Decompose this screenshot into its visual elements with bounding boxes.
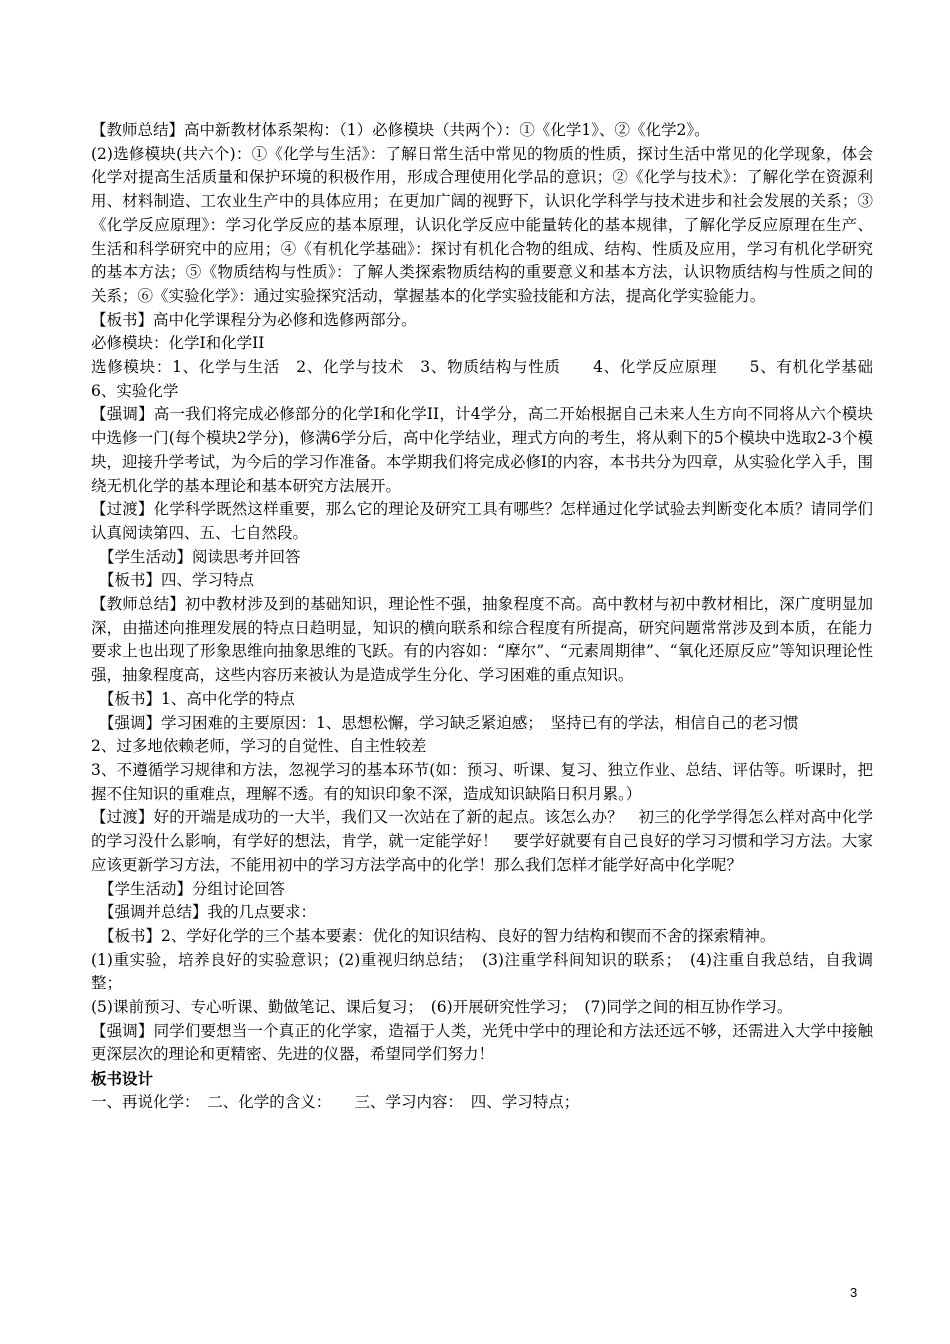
paragraph-transition-reading: 【过渡】化学科学既然这样重要，那么它的理论及研究工具有哪些？怎样通过化学试验去判断变化本质？请同学们认真阅读第四、五、七自然段。 <box>91 500 873 542</box>
paragraph-teacher-summary-features: 【教师总结】初中教材涉及到的基础知识，理论性不强，抽象程度不高。高中教材与初中教材相比，深广度明显加深，由描述向推理发展的特点日趋明显，知识的横向联系和综合程度有所提高，研究问题常常涉及到本质，在能力要求上也出现了形象思维向抽象思维的飞跃。有的内容如：“摩尔”、“元素周期律”、“氧化还原反应”等知识理论性强，抽象程度高，这些内容历来被认为是造成学生分化、学习困难的重点知识。 <box>91 595 873 685</box>
paragraph-emphasis-credits: 【强调】高一我们将完成必修部分的化学I和化学II，计4学分，高二开始根据自己未来人生方向不同将从六个模块中选修一门(每个模块2学分)，修满6学分后，高中化学结业，理式方向的考生，将从剩下的5个模块中选取2-3个模块，迎接升学考试，为今后的学习作准备。本学期我们将完成必修Ⅰ的内容，本书共分为四章，从实验化学入手，围绕无机化学的基本理论和基本研究方法展开。 <box>91 405 873 495</box>
paragraph-board-course-division: 【板书】高中化学课程分为必修和选修两部分。 <box>91 310 417 329</box>
document-body <box>91 119 889 1115</box>
paragraph-transition-new-start: 【过渡】好的开端是成功的一大半，我们又一次站在了新的起点。该怎么办？ 初三的化学学得怎么样对高中化学的学习没什么影响，有学好的想法，肯学，就一定能学好！ 要学好就要有自己良好的学习习惯和学习方法。大家应该更新学习方法，不能用初中的学习方法学高中的化学！那么我们怎样才能学好高中化学呢？ <box>91 808 873 874</box>
paragraph-emphasis-difficulties: 【强调】学习困难的主要原因：1、思想松懈，学习缺乏紧迫感； 坚持已有的学法，相信自己的老习惯 <box>99 713 799 732</box>
heading-board-design: 板书设计 <box>91 1069 154 1089</box>
page-number: 3 <box>850 1285 858 1300</box>
paragraph-board-learning-features: 【板书】四、学习特点 <box>99 571 255 590</box>
paragraph-teacher-summary-structure: 【教师总结】高中新教材体系架构：（1）必修模块（共两个）：①《化学1》、②《化学2》。 <box>91 121 710 139</box>
paragraph-board-high-school-features: 【板书】1、高中化学的特点 <box>99 689 295 708</box>
paragraph-board-three-elements: 【板书】2、学好化学的三个基本要素：优化的知识结构、良好的智力结构和锲而不舍的探索精神。 <box>99 926 776 945</box>
paragraph-emphasis-closing: 【强调】同学们要想当一个真正的化学家，造福于人类，光凭中学中的理论和方法还远不够，还需进入大学中接触更深层次的理论和更精密、先进的仪器，希望同学们努力！ <box>91 1021 873 1064</box>
paragraph-elective-modules: (2)选修模块(共六个)：①《化学与生活》：了解日常生活中常见的物质的性质，探讨生活中常见的化学现象，体会化学对提高生活质量和保护环境的积极作用，形成合理使用化学品的意识；②《化学与技术》：了解化学在资源利用、材料制造、工农业生产中的具体应用；在更加广阔的视野下，认识化学科学与技术进步和社会发展的关系；③《化学反应原理》：学习化学反应的基本原理，认识化学反应中能量转化的基本规律，了解化学反应原理在生产、生活和科学研究中的应用；④《有机化学基础》：探讨有机化合物的组成、结构、性质及应用，学习有机化学研究的基本方法；⑤《物质结构与性质》：了解人类探索物质结构的重要意义和基本方法，认识物质结构与性质之间的关系；⑥《实验化学》：通过实验探究活动，掌握基本的化学实验技能和方法，提高化学实验能力。 <box>91 144 873 305</box>
paragraph-board-design-outline: 一、再说化学： 二、化学的含义： 三、学习内容： 四、学习特点； <box>91 1092 580 1111</box>
paragraph-emphasis-requirements: 【强调并总结】我的几点要求： <box>99 903 317 922</box>
paragraph-methods-5-7: (5)课前预习、专心听课、勤做笔记、课后复习； (6)开展研究性学习； (7)同学之间的相互协作学习。 <box>91 998 793 1017</box>
paragraph-methods-1-4: (1)重实验，培养良好的实验意识；(2)重视归纳总结； (3)注重学科间知识的联系； (4)注重自我总结，自我调整； <box>91 950 873 993</box>
paragraph-difficulty-2: 2、过多地依赖老师，学习的自觉性、自主性较差 <box>91 737 427 756</box>
paragraph-elective-list: 选修模块：1、化学与生活 2、化学与技术 3、物质结构与性质 4、化学反应原理 5、有机化学基础 6、实验化学 <box>91 358 889 400</box>
paragraph-student-activity-read: 【学生活动】阅读思考并回答 <box>99 547 301 566</box>
paragraph-difficulty-3: 3、不遵循学习规律和方法，忽视学习的基本环节(如：预习、听课、复习、独立作业、总结、评估等。听课时，把握不住知识的重难点，理解不透。有的知识印象不深，造成知识缺陷日积月累。） <box>91 760 873 803</box>
paragraph-student-activity-discuss: 【学生活动】分组讨论回答 <box>99 879 286 898</box>
paragraph-required-modules: 必修模块：化学I和化学II <box>91 334 265 353</box>
